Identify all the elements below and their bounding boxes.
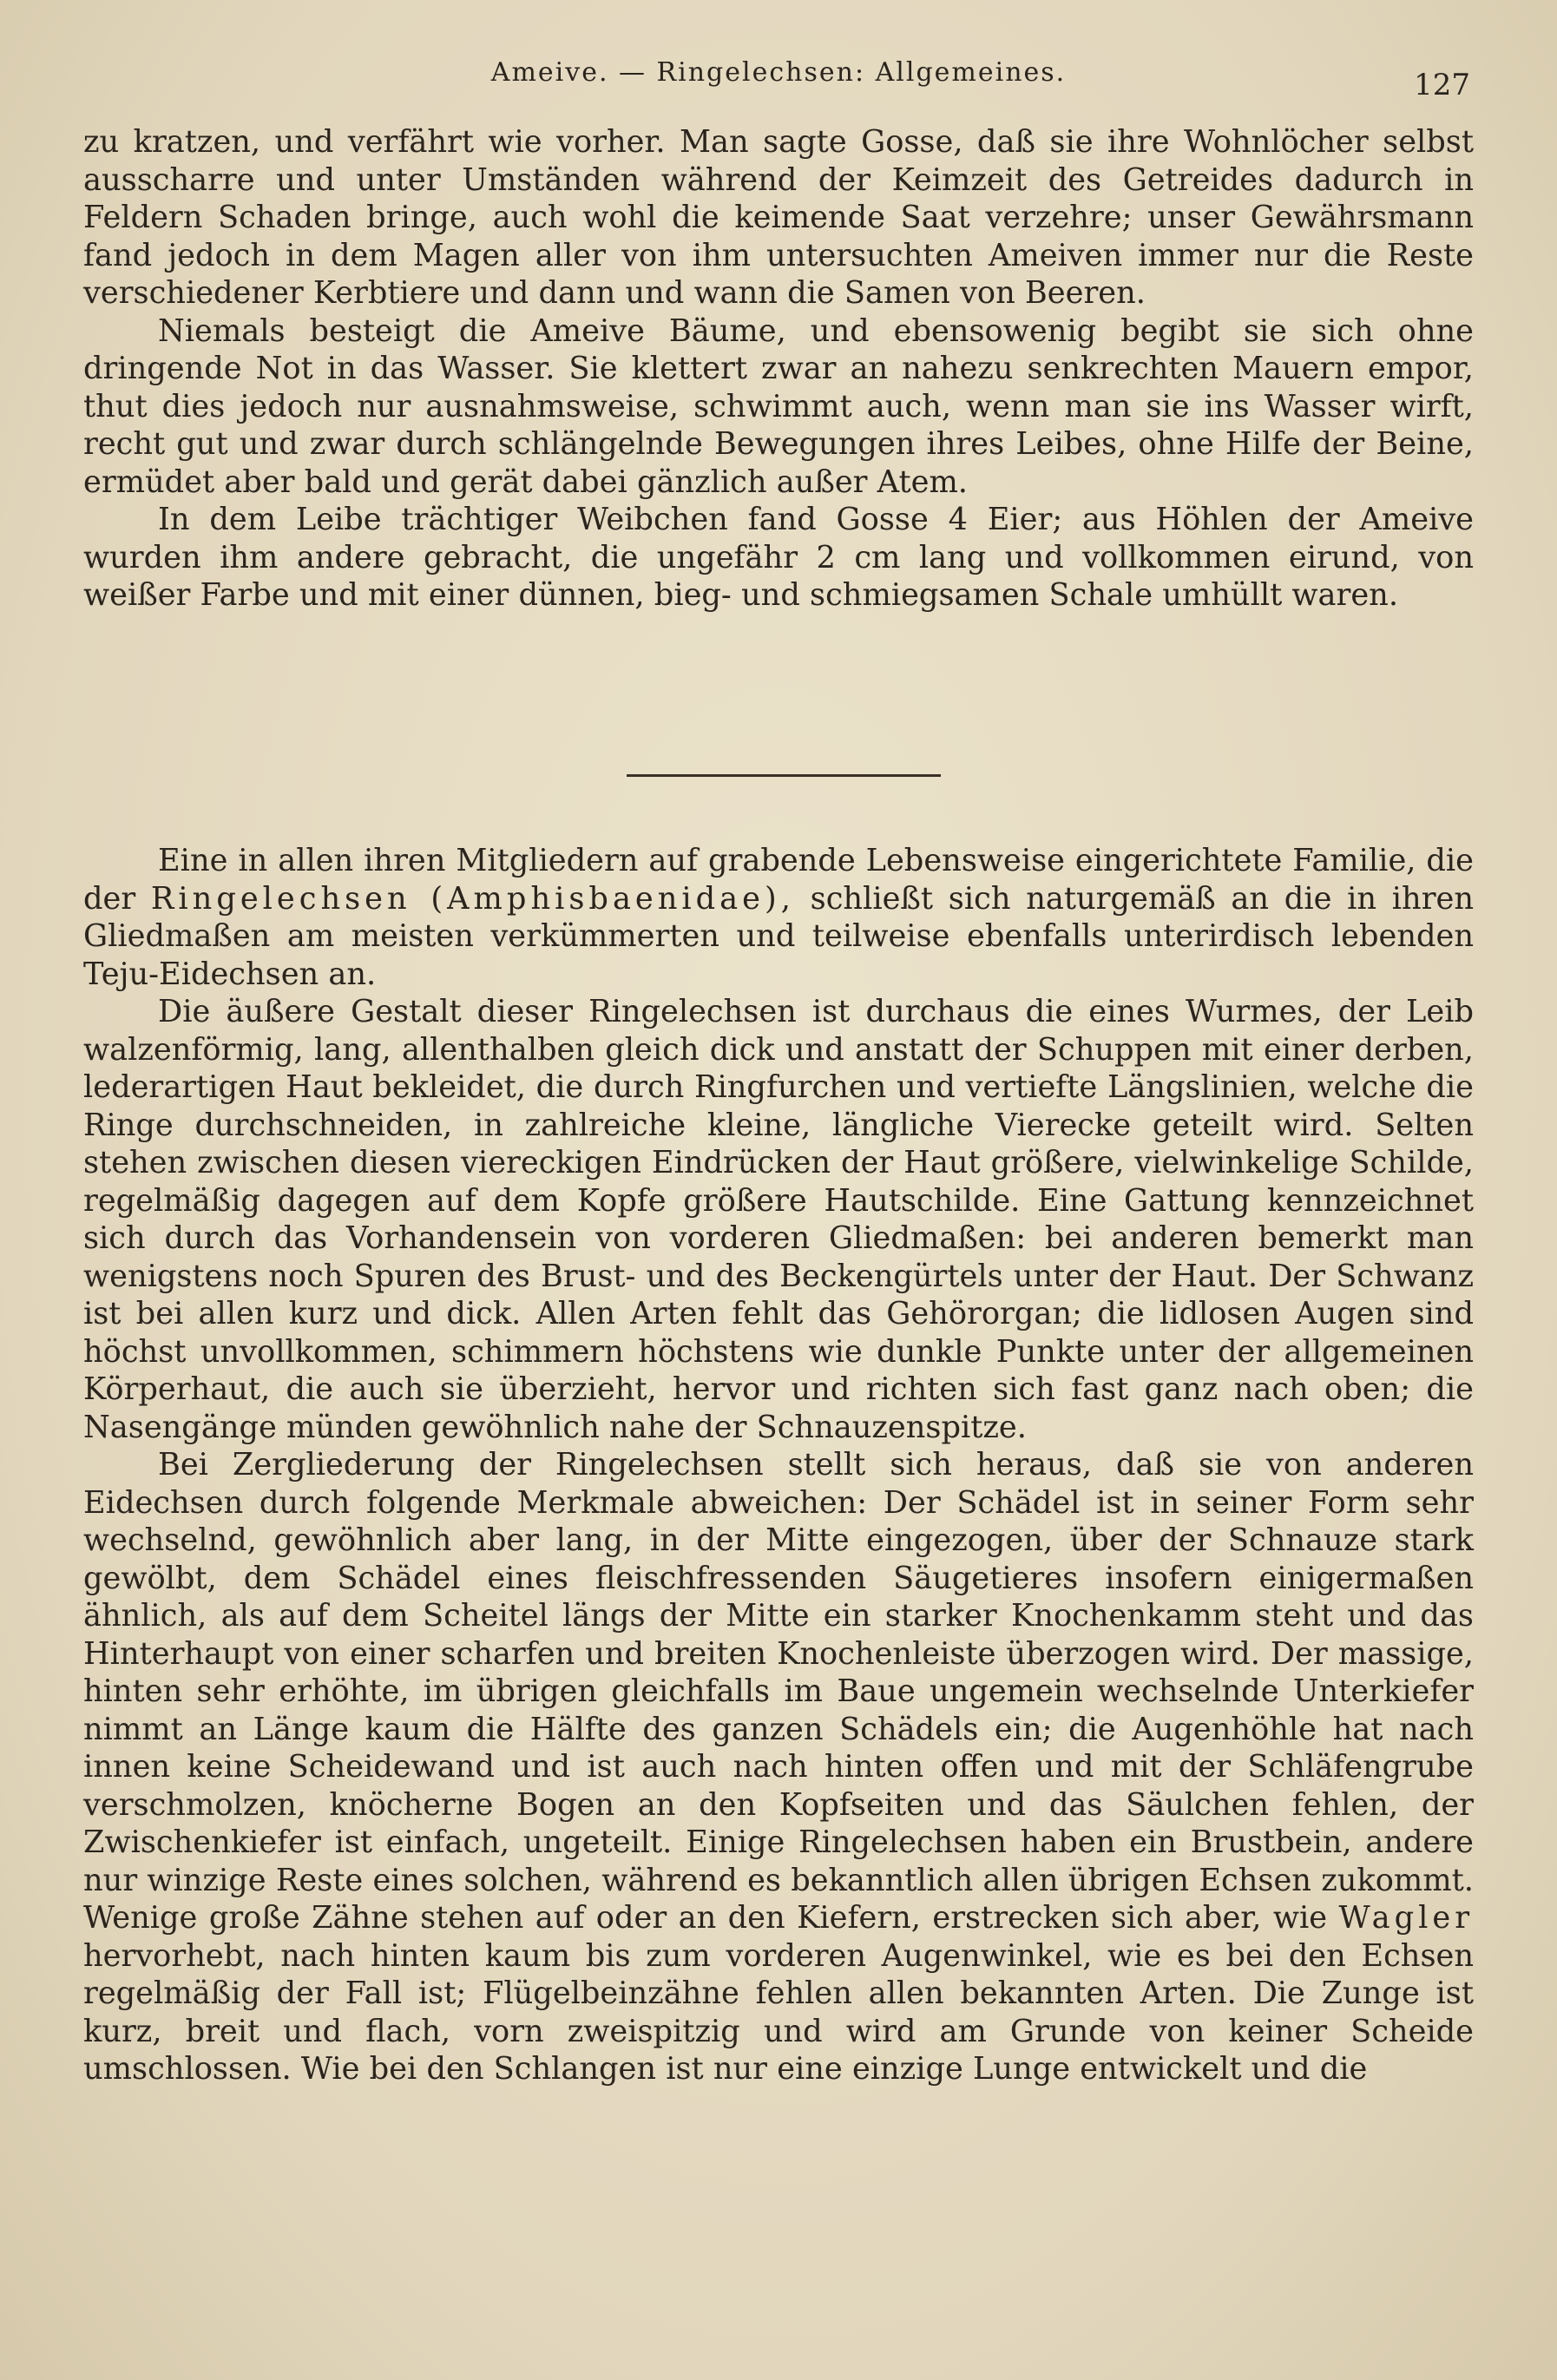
page-number: 127 — [1414, 68, 1470, 102]
anatomy-text-start: Bei Zergliederung der Ringelechsen stellt sich heraus, daß sie von anderen Eidechsen durch folgende Merkmale abweichen: Der Schädel ist in seiner Form sehr wechselnd, gewöhnlich aber lang, in der Mitte eingezogen, über der Schnauze stark gewölbt, dem Schädel eines fleischfressenden Säugetieres insofern einigermaßen ähnlich, als auf dem Scheitel längs der Mitte ein starker Knochenkamm steht und das Hinterhaupt von einer scharfen und breiten Knochenleiste überzogen wird. Der massige, hinten sehr erhöhte, im übrigen gleichfalls im Baue ungemein wechselnde Unterkiefer nimmt an Länge kaum die Hälfte des ganzen Schädels ein; die Augenhöhle hat nach innen keine Scheidewand und ist auch nach hinten offen und mit der Schläfengrube verschmolzen, knöcherne Bogen an den Kopfseiten und das Säulchen fehlen, der Zwischenkiefer ist einfach, ungeteilt. Einige Ringelechsen haben ein Brustbein, andere nur winzige Reste eines solchen, während es bekanntlich allen übrigen Echsen zukommt. Wenige große Zähne stehen auf oder an den Kiefern, erstrecken sich aber, wie — [83, 1447, 1474, 1936]
author-name-spaced: Wagler — [1338, 1900, 1475, 1936]
paragraph-anatomy — [83, 1446, 1474, 2088]
paragraph-ameive-eggs: In dem Leibe trächtiger Weibchen fand Gosse 4 Eier; aus Höhlen der Ameive wurden ihm andere gebracht, die ungefähr 2 cm lang und vollkommen eirund, von weißer Farbe und mit einer dünnen, bieg- und schmiegsamen Schale umhüllt waren. — [83, 502, 1474, 613]
running-head-title: Ameive. — Ringelechsen: Allgemeines. — [490, 57, 1067, 88]
ameive-section — [83, 123, 1474, 615]
paragraph-ameive-diet: zu kratzen, und verfährt wie vorher. Man sagte Gosse, daß sie ihre Wohnlöcher selbst ausscharre und unter Umständen während der Keimzeit des Getreides dadurch in Feldern Schaden bringe, auch wohl die keimende Saat verzehre; unser Gewährsmann fand jedoch in dem Magen aller von ihm untersuchten Ameiven immer nur die Reste verschiedener Kerbtiere und dann und wann die Samen von Beeren. — [83, 124, 1474, 311]
intro-text-start: Eine in allen ihren Mitgliedern auf grabende Lebensweise eingerichtete Familie, die der — [83, 843, 1474, 917]
ringelechsen-section — [83, 842, 1474, 2088]
anatomy-text-end: hervorhebt, nach hinten kaum bis zum vorderen Augenwinkel, wie es bei den Echsen regelmäßig der Fall ist; Flügelbeinzähne fehlen allen bekannten Arten. Die Zunge ist kurz, breit und flach, vorn zweispitzig und wird am Grunde von keiner Scheide umschlossen. Wie bei den Schlangen ist nur eine einzige Lunge entwickelt und die — [83, 1937, 1474, 2087]
running-head — [83, 50, 1474, 102]
section-divider — [627, 774, 941, 777]
paragraph-ameive-movement: Niemals besteigt die Ameive Bäume, und ebensowenig begibt sie sich ohne dringende Not in das Wasser. Sie klettert zwar an nahezu senkrechten Mauern empor, thut dies jedoch nur ausnahmsweise, schwimmt auch, wenn man sie ins Wasser wirft, recht gut und zwar durch schlängelnde Bewegungen ihres Leibes, ohne Hilfe der Beine, ermüdet aber bald und gerät dabei gänzlich außer Atem. — [83, 312, 1474, 500]
paragraph-family-intro — [83, 842, 1474, 993]
intro-text-end: schließt sich naturgemäß an die in ihren Gliedmaßen am meisten verkümmerten und teilweise ebenfalls unterirdisch lebenden Teju-Eidechsen an. — [83, 880, 1475, 992]
family-name-spaced: Ringelechsen (Amphisbaenidae), — [150, 880, 795, 917]
paragraph-external-form: Die äußere Gestalt dieser Ringelechsen ist durchaus die eines Wurmes, der Leib walzenförmig, lang, allenthalben gleich dick und anstatt der Schuppen mit einer derben, lederartigen Haut bekleidet, die durch Ringfurchen und vertiefte Längslinien, welche die Ringe durchschneiden, in zahlreiche kleine, längliche Vierecke geteilt wird. Selten stehen zwischen diesen viereckigen Eindrücken der Haut größere, vielwinkelige Schilde, regelmäßig dagegen auf dem Kopfe größere Hautschilde. Eine Gattung kennzeichnet sich durch das Vorhandensein von vorderen Gliedmaßen: bei anderen bemerkt man wenigstens noch Spuren des Brust- und des Beckengürtels unter der Haut. Der Schwanz ist bei allen kurz und dick. Allen Arten fehlt das Gehörorgan; die lidlosen Augen sind höchst unvollkommen, schimmern höchstens wie dunkle Punkte unter der allgemeinen Körperhaut, die auch sie überzieht, hervor und richten sich fast ganz nach oben; die Nasengänge münden gewöhnlich nahe der Schnauzenspitze. — [83, 994, 1474, 1445]
